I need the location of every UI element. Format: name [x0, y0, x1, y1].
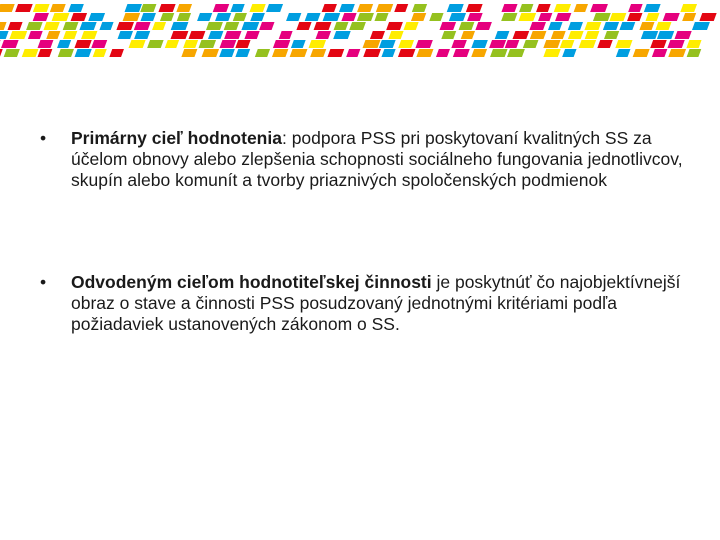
mosaic-tile: [682, 13, 696, 21]
mosaic-tile: [436, 49, 450, 57]
mosaic-tile: [333, 31, 351, 39]
mosaic-tile: [489, 40, 506, 48]
mosaic-tile: [461, 31, 475, 39]
mosaic-tile: [140, 13, 156, 21]
mosaic-tile: [639, 22, 654, 30]
mosaic-tile: [609, 13, 626, 21]
mosaic-tile: [273, 40, 290, 48]
mosaic-tile: [398, 49, 416, 57]
mosaic-tile: [412, 4, 427, 12]
mosaic-tile: [28, 31, 43, 39]
mosaic-tile: [233, 13, 247, 21]
mosaic-tile: [118, 31, 134, 39]
mosaic-tile: [394, 4, 408, 12]
mosaic-tile: [475, 22, 492, 30]
mosaic-tile: [134, 22, 151, 30]
mosaic-tile: [447, 4, 464, 12]
mosaic-tile: [357, 4, 373, 12]
mosaic-tile: [551, 31, 566, 39]
mosaic-tile: [272, 49, 288, 57]
mosaic-tile: [529, 22, 546, 30]
mosaic-tile: [279, 31, 293, 39]
mosaic-tile: [176, 4, 192, 12]
mosaic-tile: [675, 31, 692, 39]
mosaic-tile: [181, 49, 197, 57]
mosaic-tile: [687, 49, 702, 57]
mosaic-tile: [224, 31, 241, 39]
mosaic-tile: [370, 31, 385, 39]
mosaic-tile: [58, 49, 74, 57]
mosaic-tile: [123, 13, 141, 21]
mosaic-tile: [310, 49, 326, 57]
mosaic-tile: [250, 13, 265, 21]
mosaic-tile: [579, 40, 597, 48]
mosaic-tile: [0, 4, 15, 12]
mosaic-tile: [341, 13, 356, 21]
mosaic-tile: [296, 22, 311, 30]
mosaic-tile: [189, 31, 206, 39]
mosaic-tile: [244, 31, 259, 39]
mosaic-tile: [536, 4, 551, 12]
mosaic-tile: [38, 49, 53, 57]
mosaic-tile: [255, 49, 270, 57]
mosaic-tile: [290, 49, 308, 57]
mosaic-tile: [604, 31, 619, 39]
mosaic-tile: [177, 13, 191, 21]
mosaic-tile: [63, 31, 77, 39]
mosaic-tile: [46, 31, 60, 39]
mosaic-tile: [657, 31, 674, 39]
mosaic-tile: [593, 13, 611, 21]
mosaic-tile: [363, 49, 381, 57]
mosaic-tile: [523, 40, 539, 48]
mosaic-tile: [99, 22, 113, 30]
mosaic-tile: [346, 49, 360, 57]
mosaic-tile: [305, 13, 321, 21]
mosaic-tile: [530, 31, 547, 39]
mosaic-tile: [416, 49, 433, 57]
mosaic-tile: [129, 40, 146, 48]
mosaic-tile: [75, 49, 92, 57]
mosaic-tile: [91, 40, 107, 48]
mosaic-tile: [495, 31, 510, 39]
decorative-mosaic-banner: [0, 0, 720, 58]
mosaic-tile: [74, 40, 91, 48]
mosaic-tile: [71, 13, 88, 21]
mosaic-tile: [213, 4, 230, 12]
mosaic-tile: [26, 22, 43, 30]
mosaic-tile: [339, 4, 355, 12]
mosaic-tile: [585, 31, 600, 39]
mosaic-tile: [63, 22, 79, 30]
mosaic-tile: [655, 22, 671, 30]
mosaic-tile: [160, 13, 174, 21]
mosaic-tile: [93, 49, 107, 57]
mosaic-tile: [109, 49, 124, 57]
mosaic-tile: [411, 13, 426, 21]
mosaic-tile: [415, 40, 432, 48]
mosaic-tile: [215, 13, 231, 21]
mosaic-tile: [615, 40, 632, 48]
mosaic-tile: [513, 31, 530, 39]
bullet-derived-goal: [40, 272, 690, 335]
mosaic-tile: [1, 40, 19, 48]
mosaic-tile: [505, 40, 520, 48]
mosaic-tile: [125, 4, 142, 12]
mosaic-tile: [519, 4, 533, 12]
mosaic-tile: [562, 49, 576, 57]
mosaic-tile: [388, 31, 403, 39]
mosaic-tile: [314, 22, 332, 30]
mosaic-tile: [501, 13, 517, 21]
mosaic-tile: [241, 22, 259, 30]
mosaic-tile: [334, 22, 349, 30]
mosaic-tile: [449, 13, 466, 21]
mosaic-tile: [208, 31, 223, 39]
mosaic-tile: [57, 40, 71, 48]
mosaic-tile: [219, 49, 235, 57]
mosaic-tile: [171, 31, 189, 39]
mosaic-tile: [291, 40, 306, 48]
mosaic-tile: [597, 40, 612, 48]
mosaic-tile: [386, 22, 403, 30]
mosaic-tile: [259, 22, 274, 30]
bullet-marker: •: [40, 128, 47, 148]
mosaic-tile: [322, 4, 337, 12]
mosaic-tile: [699, 13, 716, 21]
mosaic-tile: [467, 13, 483, 21]
mosaic-tile: [451, 40, 467, 48]
mosaic-tile: [357, 13, 374, 21]
mosaic-tile: [403, 22, 418, 30]
mosaic-tile: [235, 49, 250, 57]
bullet-term: Primárny cieľ hodnotenia: [71, 128, 282, 148]
mosaic-tile: [4, 49, 20, 57]
mosaic-tile: [52, 13, 70, 21]
mosaic-tile: [471, 40, 488, 48]
mosaic-tile: [374, 13, 388, 21]
mosaic-tile: [0, 22, 7, 30]
mosaic-tile: [43, 22, 59, 30]
mosaic-tile: [230, 4, 244, 12]
mosaic-tile: [568, 31, 584, 39]
mosaic-tile: [165, 40, 179, 48]
mosaic-tile: [518, 13, 536, 21]
mosaic-tile: [584, 22, 601, 30]
mosaic-tile: [381, 49, 395, 57]
mosaic-tile: [50, 4, 66, 12]
mosaic-tile: [249, 4, 265, 12]
mosaic-tile: [116, 22, 134, 30]
mosaic-tile: [644, 4, 661, 12]
mosaic-tile: [379, 40, 396, 48]
mosaic-tile: [206, 22, 223, 30]
mosaic-tile: [555, 13, 571, 21]
mosaic-tile: [134, 31, 150, 39]
mosaic-tile: [543, 40, 560, 48]
mosaic-tile: [543, 49, 560, 57]
mosaic-tile: [349, 22, 366, 30]
mosaic-tile: [224, 22, 240, 30]
mosaic-tile: [266, 4, 283, 12]
mosaic-tile: [152, 22, 166, 30]
mosaic-tile: [183, 40, 198, 48]
mosaic-tile: [692, 22, 710, 30]
mosaic-tile: [7, 22, 22, 30]
mosaic-tile: [471, 49, 487, 57]
mosaic-tile: [0, 40, 1, 48]
mosaic-tile: [538, 13, 552, 21]
bullet-description: : podpora PSS pri poskytovaní kvalitných SS za účelom obnovy alebo zlepšenia schopnosti sociálneho fungovania jednotlivcov, skupín alebo komunít a tvorby priaznivých spoločenských podmienok: [71, 128, 683, 190]
mosaic-tile: [38, 40, 54, 48]
mosaic-tile: [459, 22, 475, 30]
mosaic-tile: [490, 49, 508, 57]
mosaic-tile: [197, 13, 212, 21]
mosaic-tile: [79, 22, 96, 30]
mosaic-tile: [398, 40, 414, 48]
mosaic-tile: [309, 40, 327, 48]
mosaic-tile: [439, 22, 456, 30]
mosaic-tile: [429, 13, 443, 21]
mosaic-tile: [628, 4, 643, 12]
mosaic-tile: [641, 31, 658, 39]
mosaic-tile: [15, 4, 33, 12]
mosaic-tile: [680, 4, 697, 12]
mosaic-tile: [323, 13, 341, 21]
mosaic-tile: [68, 4, 84, 12]
mosaic-tile: [158, 4, 175, 12]
mosaic-tile: [171, 22, 189, 30]
mosaic-tile: [548, 22, 563, 30]
mosaic-tile: [507, 49, 525, 57]
mosaic-tile: [603, 22, 619, 30]
mosaic-tile: [140, 4, 156, 12]
mosaic-tile: [652, 49, 668, 57]
bullet-term: Odvodeným cieľom hodnotiteľskej činnosti: [71, 272, 432, 292]
mosaic-tile: [633, 49, 650, 57]
mosaic-tile: [663, 13, 680, 21]
mosaic-tile: [286, 13, 301, 21]
mosaic-tile: [560, 40, 575, 48]
mosaic-tile: [33, 13, 49, 21]
mosaic-tile: [554, 4, 571, 12]
mosaic-tile: [0, 49, 3, 57]
mosaic-tile: [235, 40, 250, 48]
mosaic-tile: [590, 4, 608, 12]
mosaic-tile: [686, 40, 701, 48]
mosaic-tile: [501, 4, 517, 12]
mosaic-tile: [645, 13, 659, 21]
bullet-description: je poskytnúť čo najobjektívnejší obraz o stave a činnosti PSS posudzovaný jednotnými kritériami podľa požiadaviek ustanovených zákonom o SS.: [71, 272, 681, 334]
mosaic-tile: [316, 31, 332, 39]
mosaic-tile: [616, 49, 631, 57]
mosaic-tile: [453, 49, 470, 57]
mosaic-tile: [0, 31, 9, 39]
mosaic-tile: [363, 40, 381, 48]
bullet-text: [71, 128, 690, 191]
mosaic-tile: [327, 49, 344, 57]
mosaic-tile: [466, 4, 483, 12]
mosaic-tile: [199, 40, 217, 48]
mosaic-tile: [619, 22, 635, 30]
mosaic-tile: [668, 49, 686, 57]
mosaic-tile: [220, 40, 237, 48]
mosaic-tile: [22, 49, 39, 57]
mosaic-tile: [568, 22, 583, 30]
mosaic-tile: [441, 31, 456, 39]
mosaic-tile: [202, 49, 220, 57]
mosaic-tile: [33, 4, 50, 12]
bullet-text: [71, 272, 690, 335]
mosaic-tile: [376, 4, 393, 12]
mosaic-tile: [650, 40, 667, 48]
mosaic-tile: [81, 31, 97, 39]
bullet-marker: •: [40, 272, 47, 292]
mosaic-tile: [574, 4, 588, 12]
bullet-primary-goal: [40, 128, 690, 191]
mosaic-tile: [667, 40, 684, 48]
mosaic-tile: [88, 13, 105, 21]
mosaic-tile: [627, 13, 642, 21]
mosaic-tile: [147, 40, 164, 48]
mosaic-tile: [9, 31, 27, 39]
